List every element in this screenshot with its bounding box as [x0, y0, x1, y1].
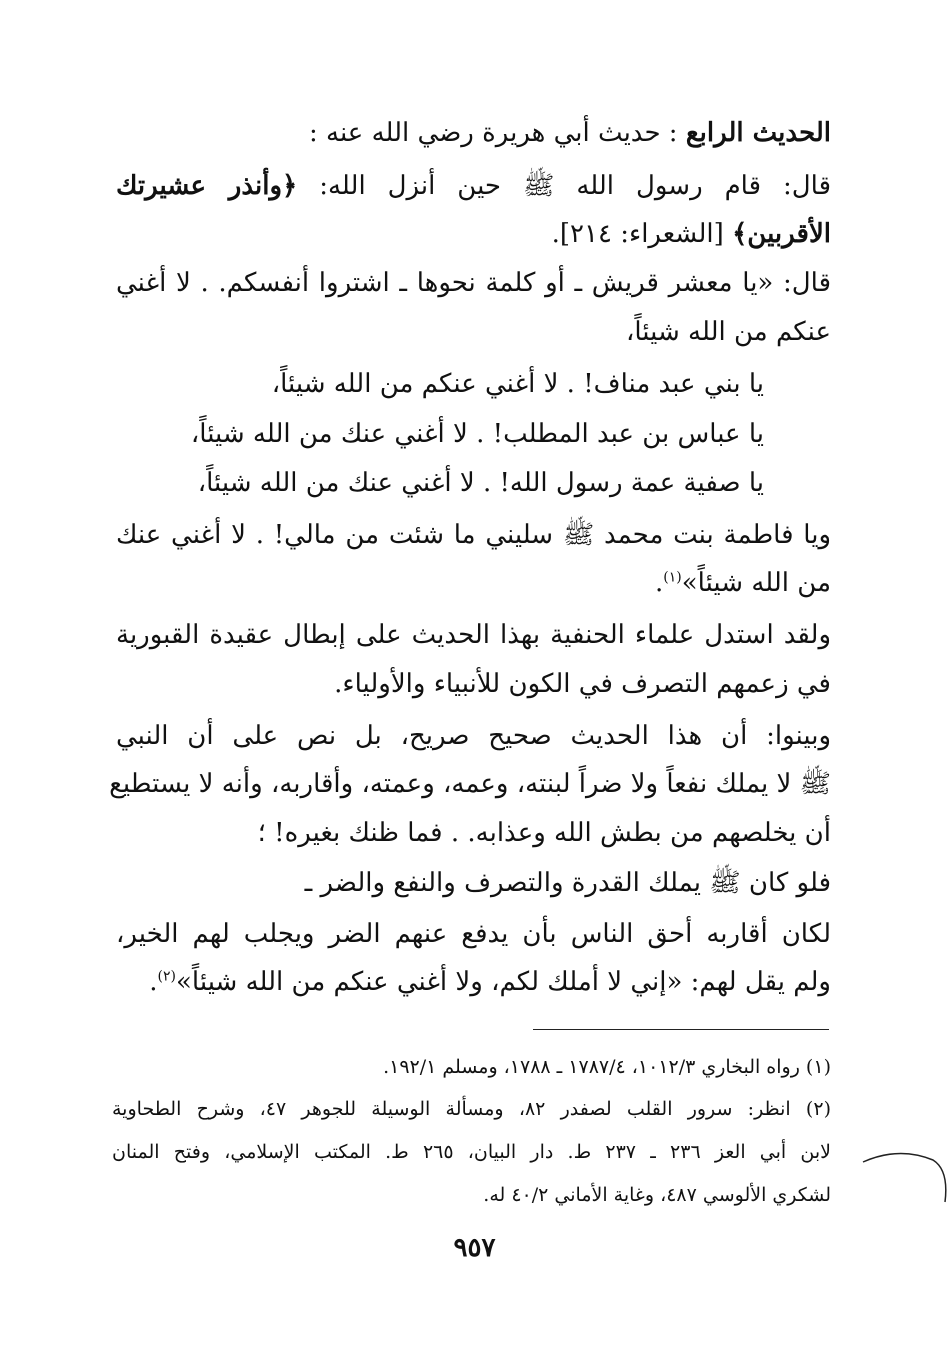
- footnote-1: (١) رواه البخاري ١٠١٢/٣، ١٧٨٧/٤ ـ ١٧٨٨، ومسلم ١٩٢/١.: [383, 1056, 831, 1078]
- body-line-8: يا صفية عمة رسول الله! . لا أغني عنك من الله شيئاً،: [197, 468, 764, 498]
- footnote-2-line-2: لابن أبي العز ٢٣٦ ـ ٢٣٧ ط. دار البيان، ٢٦٥ ط. المكتب الإسلامي، وفتح المنان: [112, 1141, 832, 1163]
- body-line-9: ويا فاطمة بنت محمد ﷺ سليني ما شئت من مالي! . لا أغني عنك: [116, 520, 831, 550]
- body-line-14: ﷺ لا يملك نفعاً ولا ضراً لبنته، وعمه، وعمته، وأقاربه، وأنه لا يستطيع: [109, 769, 831, 799]
- footnote-ref-1: (١): [663, 569, 682, 586]
- body-line-6: يا بني عبد مناف! . لا أغني عنكم من الله شيئاً،: [271, 369, 764, 399]
- footnote-ref-2: (٢): [157, 968, 177, 985]
- page-number: ٩٥٧: [453, 1233, 496, 1263]
- footnote-2-line-3: لشكري الألوسي ٤٨٧، وغاية الأماني ٤٠/٢ له.: [483, 1184, 831, 1206]
- line18-text: ولم يقل لهم: «إني لا أملك لكم، ولا أغني عنكم من الله شيئاً»: [176, 967, 831, 997]
- body-line-5: عنكم من الله شيئاً،: [625, 317, 831, 347]
- body-line-12: في زعمهم التصرف في الكون للأنبياء والأولياء.: [334, 669, 831, 699]
- line10-end: .: [655, 568, 664, 598]
- body-line-10: [655, 563, 831, 603]
- scan-edge-mark: [859, 1140, 949, 1220]
- body-line-18: [149, 962, 831, 1002]
- hadith-heading: الحديث الرابع: [685, 118, 831, 148]
- line10-text: من الله شيئاً»: [681, 568, 831, 598]
- body-line-13: وبينوا: أن هذا الحديث صحيح صريح، بل نص على أن النبي: [116, 721, 831, 751]
- quran-verse-part2: الأقربين﴾: [732, 219, 831, 249]
- line2-text: قال: قام رسول الله ﷺ حين أنزل الله:: [319, 171, 831, 201]
- body-line-15: أن يخلصهم من بطش الله وعذابه. . فما ظنك بغيره! ؛: [257, 818, 831, 848]
- body-line-4: قال: «يا معشر قريش ـ أو كلمة نحوها ـ اشتروا أنفسكم. . لا أغني: [116, 268, 831, 298]
- body-line-1: [309, 113, 831, 153]
- body-line-16: فلو كان ﷺ يملك القدرة والتصرف والنفع والضر ـ: [304, 868, 831, 898]
- quran-verse-part1: ﴿وأنذر عشيرتك: [116, 171, 298, 201]
- body-line-11: ولقد استدل علماء الحنفية بهذا الحديث على إبطال عقيدة القبورية: [116, 620, 831, 650]
- hadith-heading-rest: : حديث أبي هريرة رضي الله عنه :: [309, 118, 678, 148]
- body-line-3: [552, 214, 831, 254]
- footnote-2-line-1: (٢) انظر: سرور القلب لصفدر ٨٢، ومسألة الوسيلة للجوهر ٤٧، وشرح الطحاوية: [112, 1098, 831, 1120]
- line18-end: .: [149, 967, 158, 997]
- body-line-2: [116, 166, 831, 206]
- body-line-17: لكان أقاربه أحق الناس بأن يدفع عنهم الضر ويجلب لهم الخير،: [116, 919, 831, 949]
- verse-reference: [الشعراء: ٢١٤].: [551, 219, 724, 249]
- body-line-7: يا عباس بن عبد المطلب! . لا أغني عنك من الله شيئاً،: [190, 419, 764, 449]
- footnote-separator: [533, 1029, 829, 1030]
